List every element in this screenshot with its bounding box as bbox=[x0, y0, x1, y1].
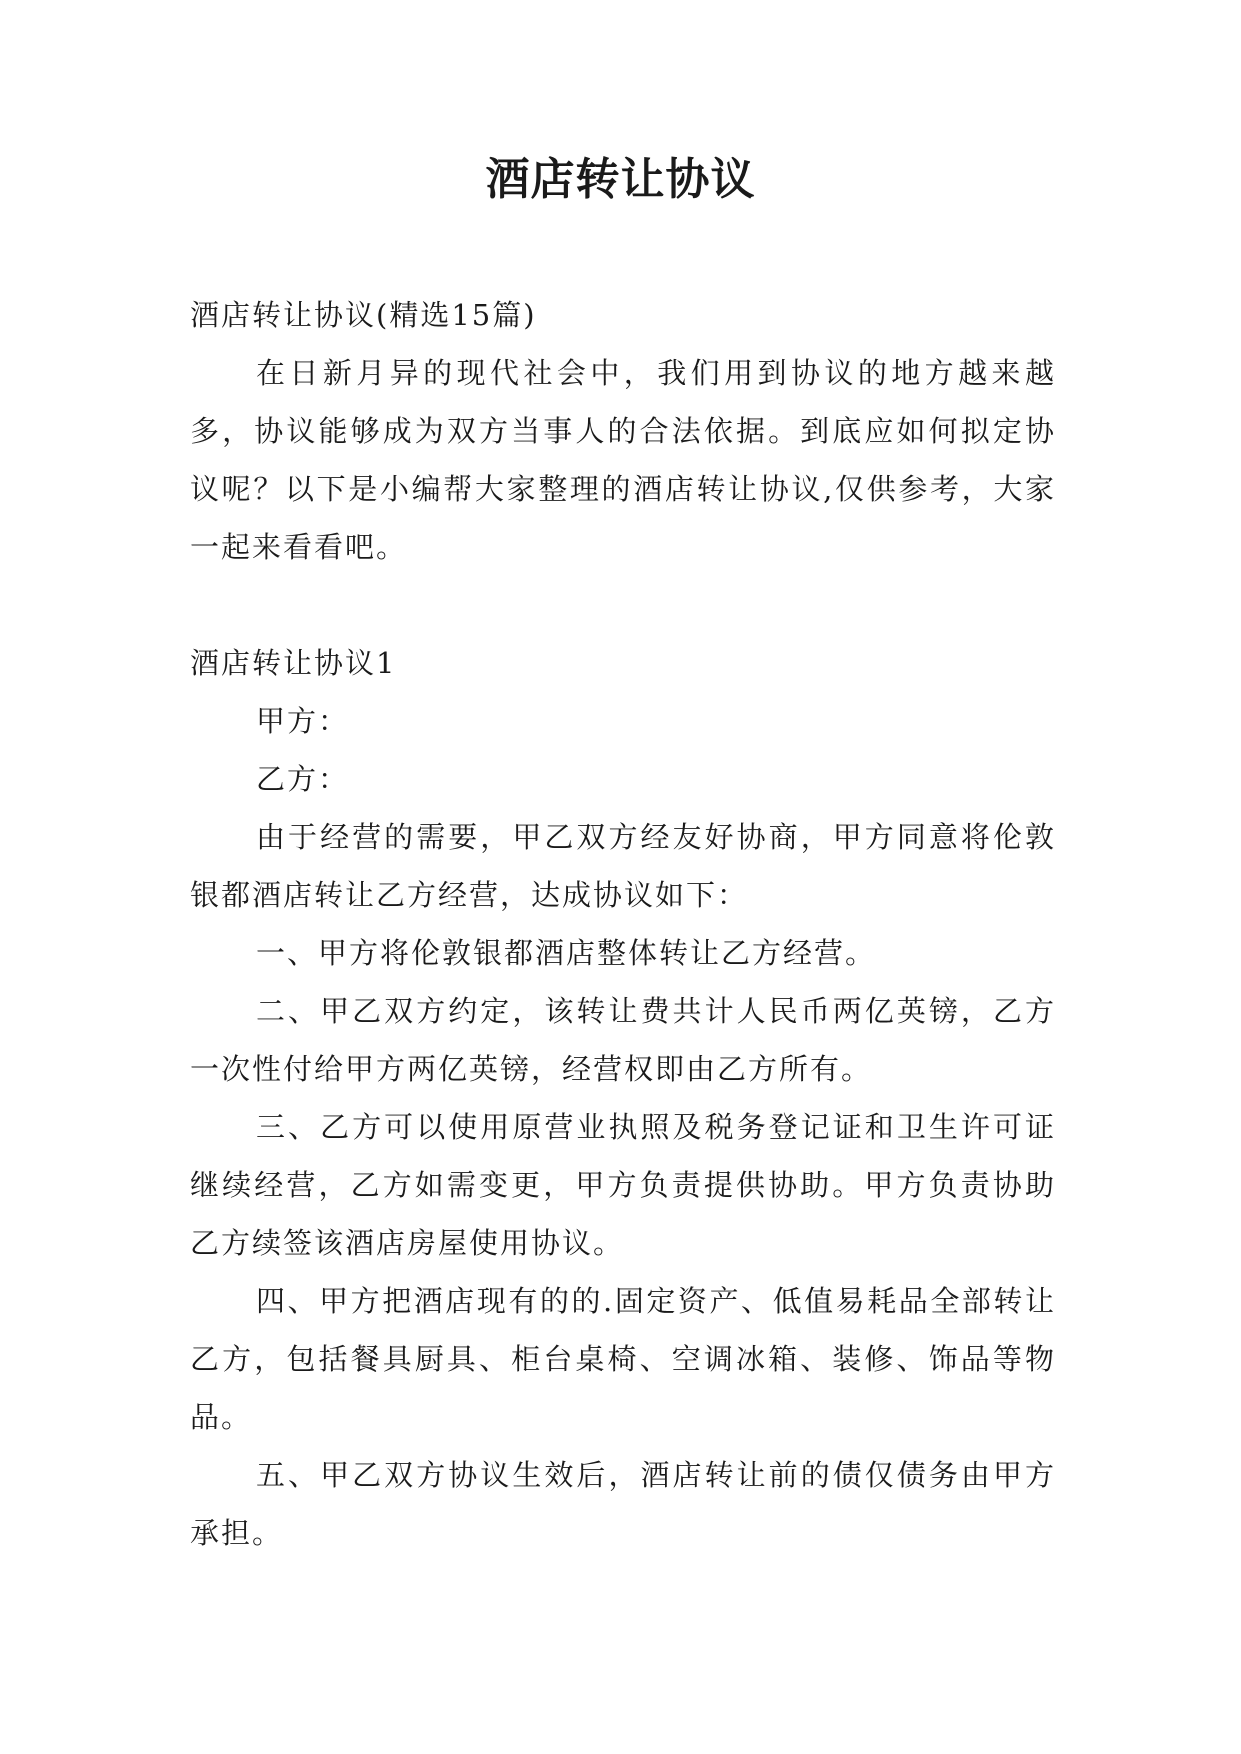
party-a-line: 甲方： bbox=[256, 704, 350, 738]
intro-paragraph: 在日新月异的现代社会中，我们用到协议的地方越来越多，协议能够成为双方当事人的合法依据。到底应如何拟定协议呢？以下是小编帮大家整理的酒店转让协议,仅供参考，大家一起来看看吧。 bbox=[190, 356, 1056, 564]
section-spacer bbox=[190, 576, 1056, 634]
document-title: 酒店转让协议 bbox=[485, 154, 756, 205]
clause-paragraph: 一、甲方将伦敦银都酒店整体转让乙方经营。 bbox=[256, 936, 877, 970]
document-subtitle: 酒店转让协议(精选15篇) bbox=[190, 298, 537, 332]
clause-paragraph: 由于经营的需要，甲乙双方经友好协商，甲方同意将伦敦银都酒店转让乙方经营，达成协议如下： bbox=[190, 820, 1056, 912]
section-heading: 酒店转让协议1 bbox=[190, 646, 397, 680]
clause-paragraph: 五、甲乙双方协议生效后，酒店转让前的债仅债务由甲方承担。 bbox=[190, 1458, 1056, 1550]
clause-paragraph: 二、甲乙双方约定，该转让费共计人民币两亿英镑，乙方一次性付给甲方两亿英镑，经营权即由乙方所有。 bbox=[190, 994, 1056, 1086]
party-b-line: 乙方： bbox=[256, 762, 350, 796]
clause-paragraph: 四、甲方把酒店现有的的.固定资产、低值易耗品全部转让乙方，包括餐具厨具、柜台桌椅、空调冰箱、装修、饰品等物品。 bbox=[190, 1284, 1056, 1434]
clause-paragraph: 三、乙方可以使用原营业执照及税务登记证和卫生许可证继续经营，乙方如需变更，甲方负责提供协助。甲方负责协助乙方续签该酒店房屋使用协议。 bbox=[190, 1110, 1056, 1260]
document-body bbox=[190, 286, 1056, 1562]
